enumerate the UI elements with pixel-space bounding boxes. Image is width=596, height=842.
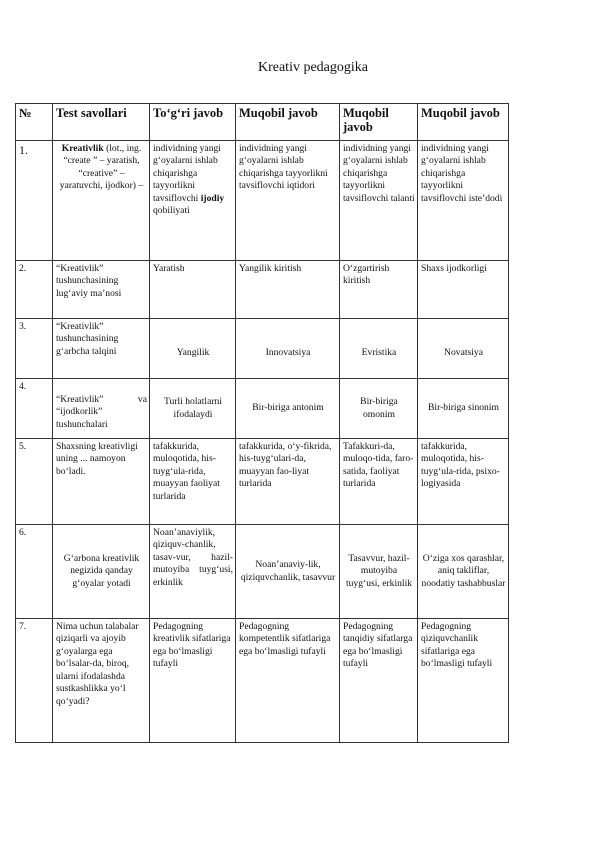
alternative-answer-cell: individning yangi g‘oyalarni ishlab chiqarishga tayyorlikni tavsiflovchi talanti [340, 141, 418, 261]
question-cell: G‘arbona kreativlik negizida qanday g‘oyalar yotadi [53, 525, 150, 619]
question-cell: Shaxsning kreativligi uning ... namoyon bo‘ladi. [53, 439, 150, 525]
question-cell: “Kreativlik” tushunchasining g‘arbcha talqini [53, 319, 150, 379]
table-row [16, 525, 509, 619]
header-number: № [16, 104, 53, 141]
row-number: 4. [16, 379, 53, 439]
header-alternative-2: Muqobil javob [340, 104, 418, 141]
header-question: Test savollari [53, 104, 150, 141]
alternative-answer-cell: Pedagogning tanqidiy sifatlarga ega bo‘lmasligi tufayli [340, 619, 418, 743]
alternative-answer-cell: Noan’anaviy-lik, qiziquvchanlik, tasavvur [236, 525, 340, 619]
alternative-answer-cell: Bir-biriga omonim [340, 379, 418, 439]
header-alternative-1: Muqobil javob [236, 104, 340, 141]
row-number: 6. [16, 525, 53, 619]
alternative-answer-cell: Evristika [340, 319, 418, 379]
alternative-answer-cell: Tasavvur, hazil-mutoyiba tuyg‘usi, erkinlik [340, 525, 418, 619]
question-term: Kreativlik [61, 143, 104, 154]
alternative-answer-cell: Bir-biriga sinonim [418, 379, 509, 439]
correct-answer-cell: Yangilik [150, 319, 236, 379]
table-row [16, 319, 509, 379]
question-text: (lot., ing. “create ” – yaratish, “creative” – yaratuvchi, ijodkor) – [59, 143, 144, 192]
document-title: Kreativ pedagogika [257, 60, 368, 75]
alternative-answer-cell: Tafakkuri-da, muloqo-tida, faro-satida, faoliyat turlarida [340, 439, 418, 525]
correct-answer-cell: Turli holatlarni ifodalaydi [150, 379, 236, 439]
row-number: 1. [16, 141, 53, 261]
row-number: 2. [16, 261, 53, 319]
alternative-answer-cell: Bir-biriga antonim [236, 379, 340, 439]
correct-answer-cell: Yaratish [150, 261, 236, 319]
table-row [16, 379, 509, 439]
alternative-answer-cell: Pedagogning kompetentlik sifatlariga ega bo‘lmasligi tufayli [236, 619, 340, 743]
alternative-answer-cell: Novatsiya [418, 319, 509, 379]
table-row [16, 141, 509, 261]
alternative-answer-cell: Innovatsiya [236, 319, 340, 379]
alternative-answer-cell: O‘zgartirish kiritish [340, 261, 418, 319]
row-number: 7. [16, 619, 53, 743]
correct-answer-cell: Noan’anaviylik, qiziquv-chanlik, tasav-vur, hazil-mutoyiba tuyg‘usi, erkinlik [150, 525, 236, 619]
correct-answer-bold: ijodiy [200, 192, 225, 204]
alternative-answer-cell: tafakkurida, muloqotida, his-tuyg‘ula-rida, psixo-logiyasida [418, 439, 509, 525]
table-row [16, 619, 509, 743]
correct-answer-text: individning yangi g‘oyalarni ishlab chiqarishga tayyorlikni tavsiflovchi [153, 143, 221, 204]
alternative-answer-cell: Pedagogning qiziquvchanlik sifatlariga ega bo‘lmasligi tufayli [418, 619, 509, 743]
question-cell [53, 141, 150, 261]
row-number: 5. [16, 439, 53, 525]
test-table [15, 103, 509, 743]
alternative-answer-cell: individning yangi g‘oyalarni ishlab chiqarishga tayyorlikni tavsiflovchi iqtidori [236, 141, 340, 261]
alternative-answer-cell: tafakkurida, o‘y-fikrida, his-tuyg‘ulari-da, muayyan fao-liyat turlarida [236, 439, 340, 525]
table-header-row [16, 104, 509, 141]
alternative-answer-cell: individning yangi g‘oyalarni ishlab chiqarishga tayyorlikni tavsiflovchi iste’dodi [418, 141, 509, 261]
correct-answer-cell [150, 141, 236, 261]
correct-answer-tail: qobiliyati [153, 205, 190, 217]
header-alternative-3: Muqobil javob [418, 104, 509, 141]
row-number: 3. [16, 319, 53, 379]
correct-answer-cell: tafakkurida, muloqotida, his-tuyg‘ula-rida, muayyan faoliyat turlarida [150, 439, 236, 525]
question-cell: “Kreativlik” tushunchasining lug‘aviy ma’nosi [53, 261, 150, 319]
alternative-answer-cell: Yangilik kiritish [236, 261, 340, 319]
table-row [16, 439, 509, 525]
question-cell: Nima uchun talabalar qiziqarli va ajoyib g‘oyalarga ega bo‘lsalar-da, biroq, ularni ifodalashda sustkashlikka yo‘l qo‘yadi? [53, 619, 150, 743]
alternative-answer-cell: O‘ziga xos qarashlar, aniq takliflar, noodatiy tashabbuslar [418, 525, 509, 619]
question-cell: “Kreativlik” va “ijodkorlik” tushunchalari [53, 379, 150, 439]
alternative-answer-cell: Shaxs ijodkorligi [418, 261, 509, 319]
table-row [16, 261, 509, 319]
correct-answer-cell: Pedagogning kreativlik sifatlariga ega bo‘lmasligi tufayli [150, 619, 236, 743]
header-correct-answer: To‘g‘ri javob [150, 104, 236, 141]
